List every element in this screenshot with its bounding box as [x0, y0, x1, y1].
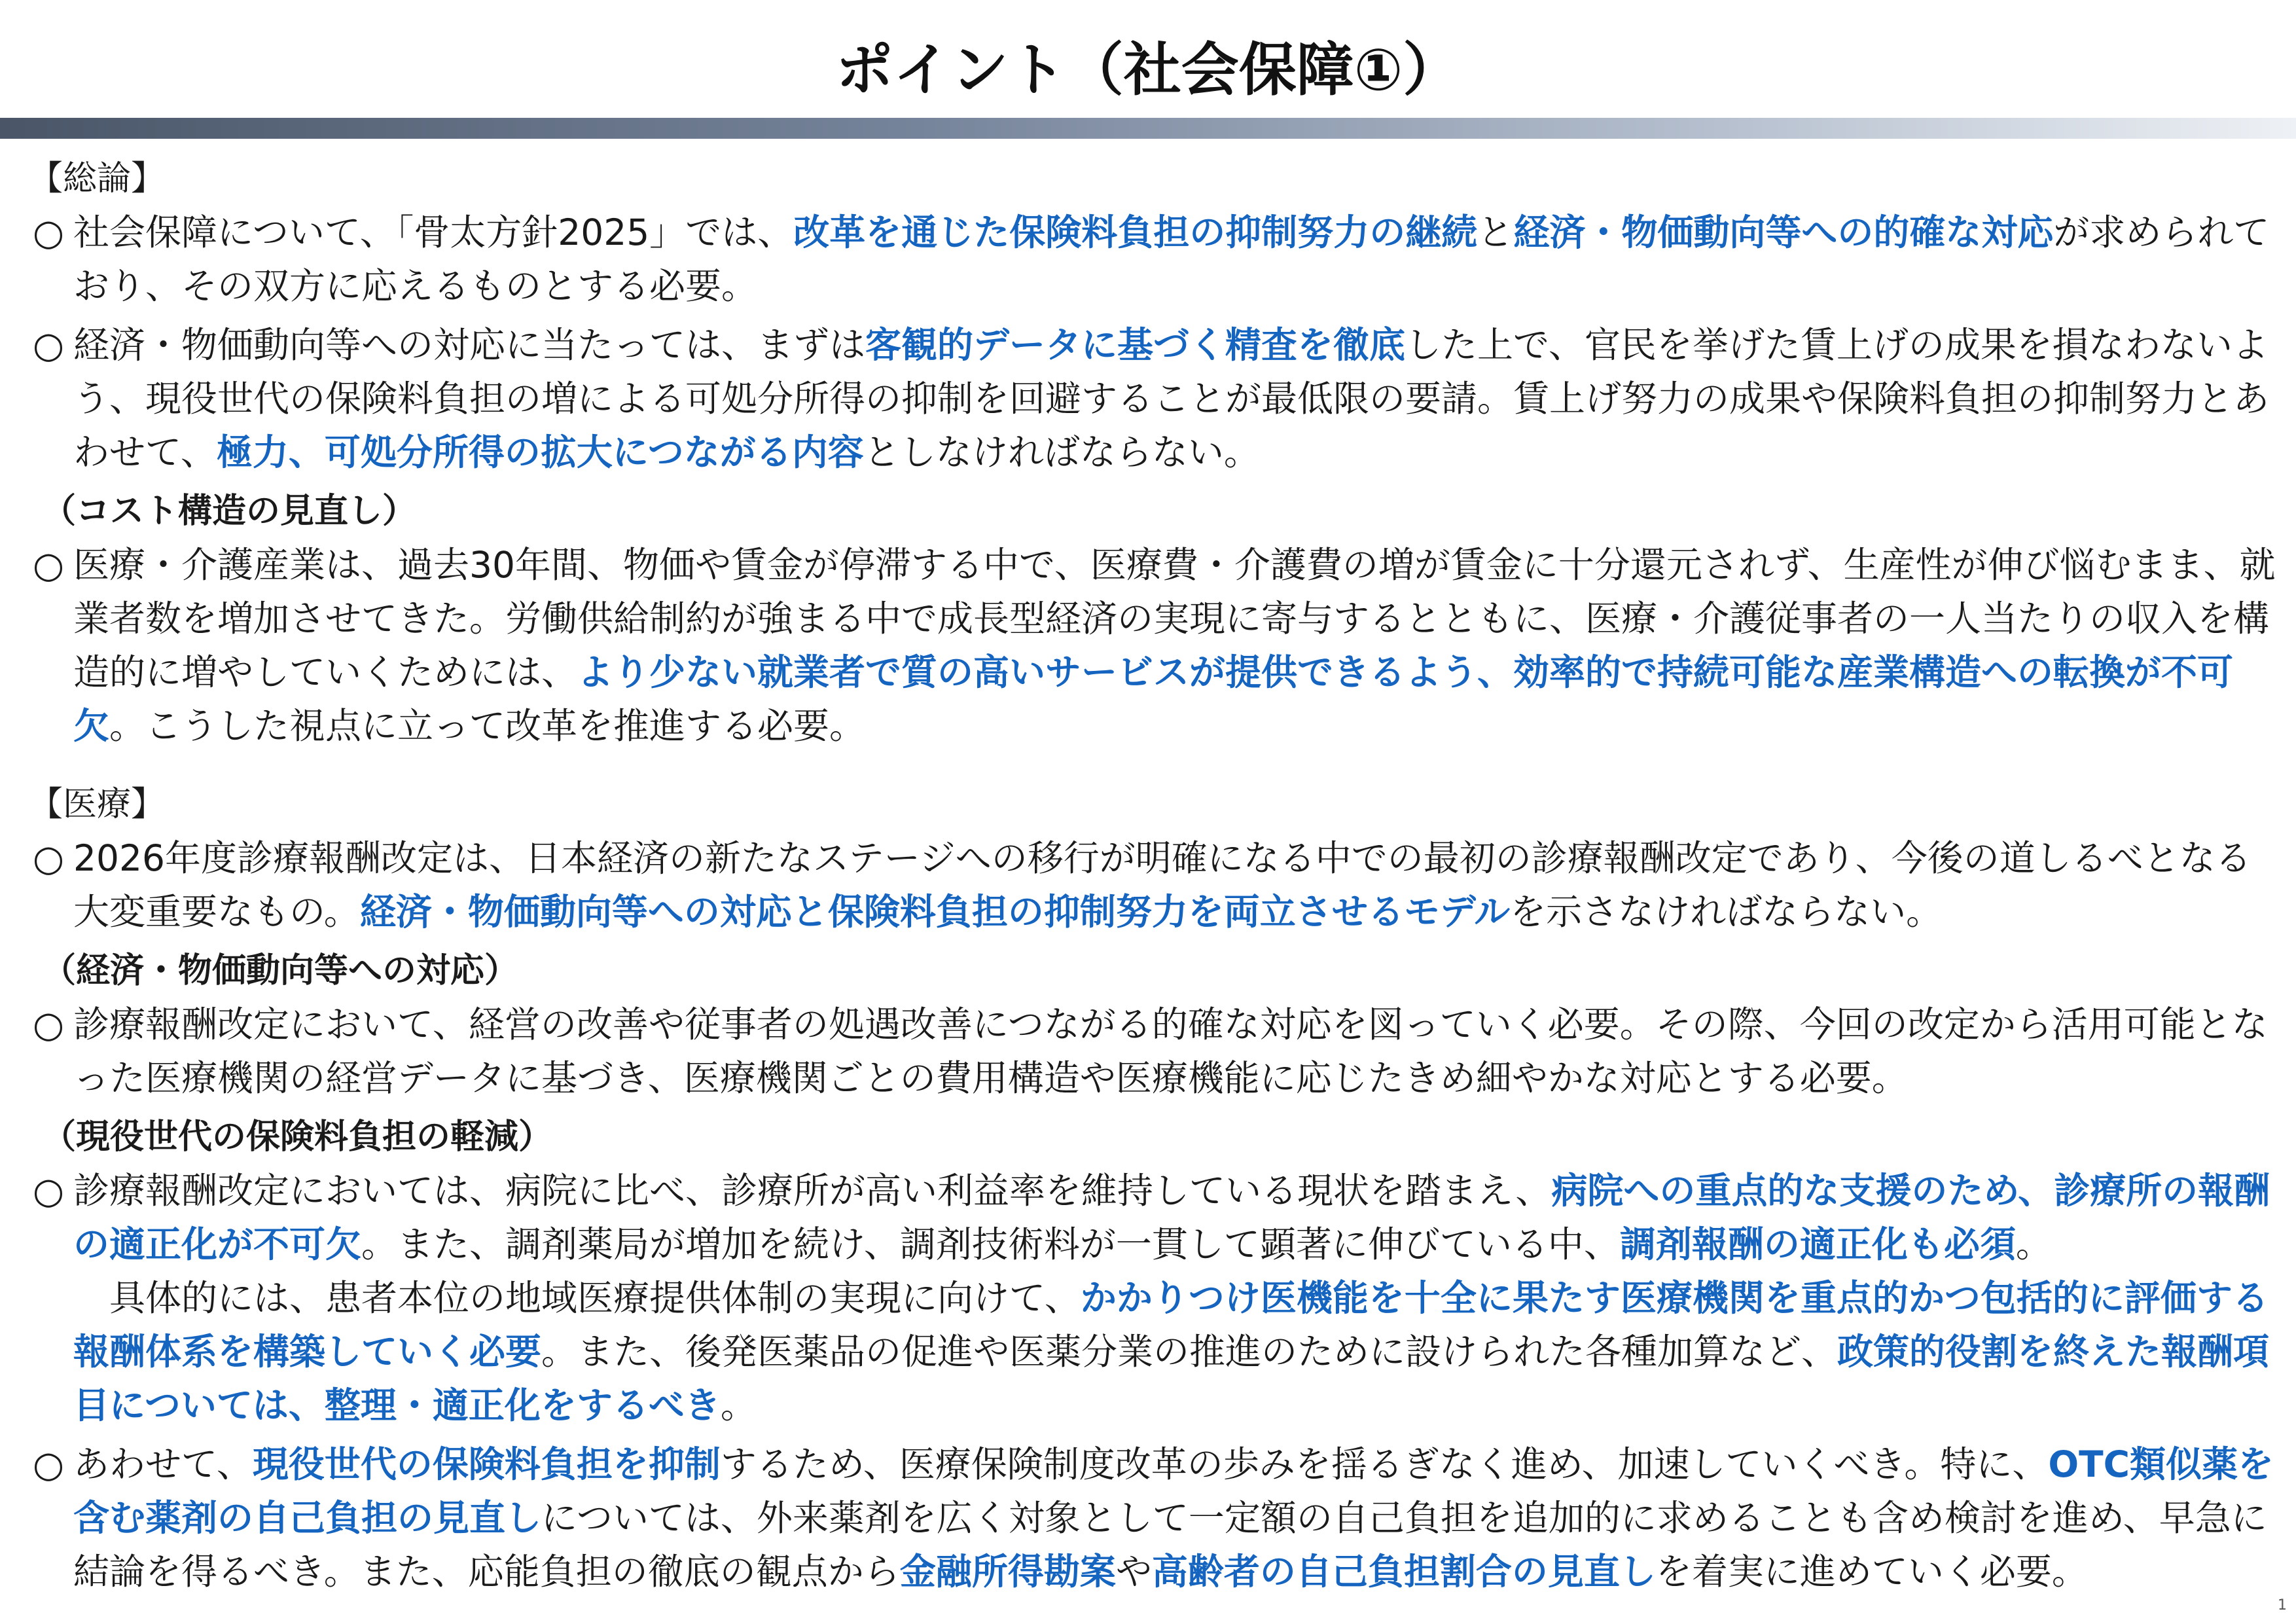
slide-content — [26, 152, 2278, 1602]
bullet-circle-icon: ○ — [33, 1003, 64, 1045]
bullet-circle-icon: ○ — [33, 837, 64, 879]
page-number: 1 — [2278, 1597, 2287, 1614]
highlight-text: OTC類似薬を含む薬剤の自己負担の見直し — [73, 1443, 2274, 1539]
bullet-circle-icon: ○ — [33, 544, 64, 586]
body-text: 2026年度診療報酬改定は、日本経済の新たなステージへの移行が明確になる中での最初の診療報酬改定であり、今後の道しるべとなる大変重要なもの。 — [73, 837, 2251, 933]
highlight-text: 改革を通じた保険料負担の抑制努力の継続 — [793, 211, 1478, 253]
body-text: 診療報酬改定において、経営の改善や従事者の処遇改善につながる的確な対応を図っていく必要。その際、今回の改定から活用可能となった医療機関の経営データに基づき、医療機関ごとの費用構造や医療機能に応じたきめ細やかな対応とする必要。 — [73, 1003, 2268, 1099]
bullet-item-medical-2 — [26, 998, 2278, 1105]
body-text: としなければならない。 — [863, 431, 1260, 473]
subheading-cost-structure: （コスト構造の見直し） — [42, 492, 417, 531]
subheading-economy-response: （経済・物価動向等への対応） — [42, 951, 519, 990]
body-text: 具体的には、患者本位の地域医療提供体制の実現に向けて、 — [109, 1277, 1081, 1319]
highlight-text: 高齢者の自己負担割合の見直し — [1151, 1551, 1656, 1593]
body-text: については、外来薬剤を広く対象として一定額の自己負担を追加的に求めることも含め検討を進め、早急に結論を得るべき。また、応能負担の徹底の観点から — [73, 1497, 2267, 1593]
highlight-text: 経済・物価動向等への対応と保険料負担の抑制努力を両立させるモデル — [359, 891, 1511, 933]
highlight-text: 現役世代の保険料負担を抑制 — [252, 1443, 721, 1485]
bullet-circle-icon: ○ — [33, 1170, 64, 1212]
body-text: 社会保障について、「骨太方針2025」では、 — [73, 211, 794, 253]
highlight-text: 経済・物価動向等への的確な対応 — [1513, 211, 2054, 253]
highlight-text: より少ない就業者で質の高いサービスが提供できるよう、効率的で持続可能な産業構造への転換が不可欠 — [73, 651, 2234, 747]
bullet-item-medical-4 — [26, 1437, 2278, 1598]
bullet-circle-icon: ○ — [33, 1443, 64, 1485]
highlight-text: 政策的役割を終えた報酬項目については、整理・適正化をするべき — [73, 1331, 2270, 1426]
body-text: 。 — [720, 1384, 757, 1426]
highlight-text: 病院への重点的な支援のため、診療所の報酬の適正化が不可欠 — [73, 1170, 2270, 1265]
bullet-item-general-1 — [26, 206, 2278, 313]
bullet-item-medical-3 — [26, 1164, 2278, 1432]
highlight-text: 極力、可処分所得の拡大につながる内容 — [216, 431, 864, 473]
body-text: が求められており、その双方に応えるものとする必要。 — [73, 211, 2270, 307]
bullet-circle-icon: ○ — [33, 324, 64, 366]
body-text: 。また、調剤薬局が増加を続け、調剤技術料が一貫して顕著に伸びている中、 — [361, 1223, 1620, 1265]
body-text: 。また、後発医薬品の促進や医薬分業の推進のために設けられた各種加算など、 — [541, 1331, 1838, 1373]
header-divider-bar — [0, 118, 2296, 139]
bullet-item-medical-1 — [26, 831, 2278, 939]
body-text: 診療報酬改定においては、病院に比べ、診療所が高い利益率を維持している現状を踏まえ、 — [73, 1170, 1552, 1212]
body-text: や — [1115, 1551, 1152, 1593]
body-text: 。 — [2015, 1223, 2052, 1265]
section-heading-general: 【総論】 — [29, 159, 166, 198]
body-text: を着実に進めていく必要。 — [1655, 1551, 2088, 1593]
body-text: するため、医療保険制度改革の歩みを揺るぎなく進め、加速していくべき。特に、 — [720, 1443, 2049, 1485]
highlight-text: 客観的データに基づく精査を徹底 — [865, 324, 1406, 366]
body-text: を示さなければならない。 — [1510, 891, 1943, 933]
section-heading-medical: 【医療】 — [29, 785, 166, 824]
bullet-circle-icon: ○ — [33, 211, 64, 253]
body-text: した上で、官民を挙げた賃上げの成果を損なわないよう、現役世代の保険料負担の増による可処分所得の抑制を回避することが最低限の要請。賃上げ努力の成果や保険料負担の抑制努力とあわせて、 — [73, 324, 2270, 473]
body-text: 。こうした視点に立って改革を推進する必要。 — [109, 705, 866, 747]
body-text: あわせて、 — [73, 1443, 253, 1485]
highlight-text: かかりつけ医機能を十全に果たす医療機関を重点的かつ包括的に評価する報酬体系を構築していく必要 — [73, 1277, 2269, 1373]
body-text: 医療・介護産業は、過去30年間、物価や賃金が停滞する中で、医療費・介護費の増が賃金に十分還元されず、生産性が伸び悩むまま、就業者数を増加させてきた。労働供給制約が強まる中で成長型経済の実現に寄与するとともに、医療・介護従事者の一人当たりの収入を構造的に増やしていくためには、 — [73, 544, 2276, 693]
highlight-text: 調剤報酬の適正化も必須 — [1619, 1223, 2016, 1265]
subheading-burden-reduction: （現役世代の保険料負担の軽減） — [42, 1117, 553, 1157]
bullet-item-general-3 — [26, 538, 2278, 753]
page-title: ポイント（社会保障①） — [835, 36, 1461, 103]
bullet-item-general-2 — [26, 318, 2278, 479]
highlight-text: 金融所得勘案 — [899, 1551, 1116, 1593]
body-text: と — [1477, 211, 1514, 253]
body-text: 経済・物価動向等への対応に当たっては、まずは — [73, 324, 866, 366]
